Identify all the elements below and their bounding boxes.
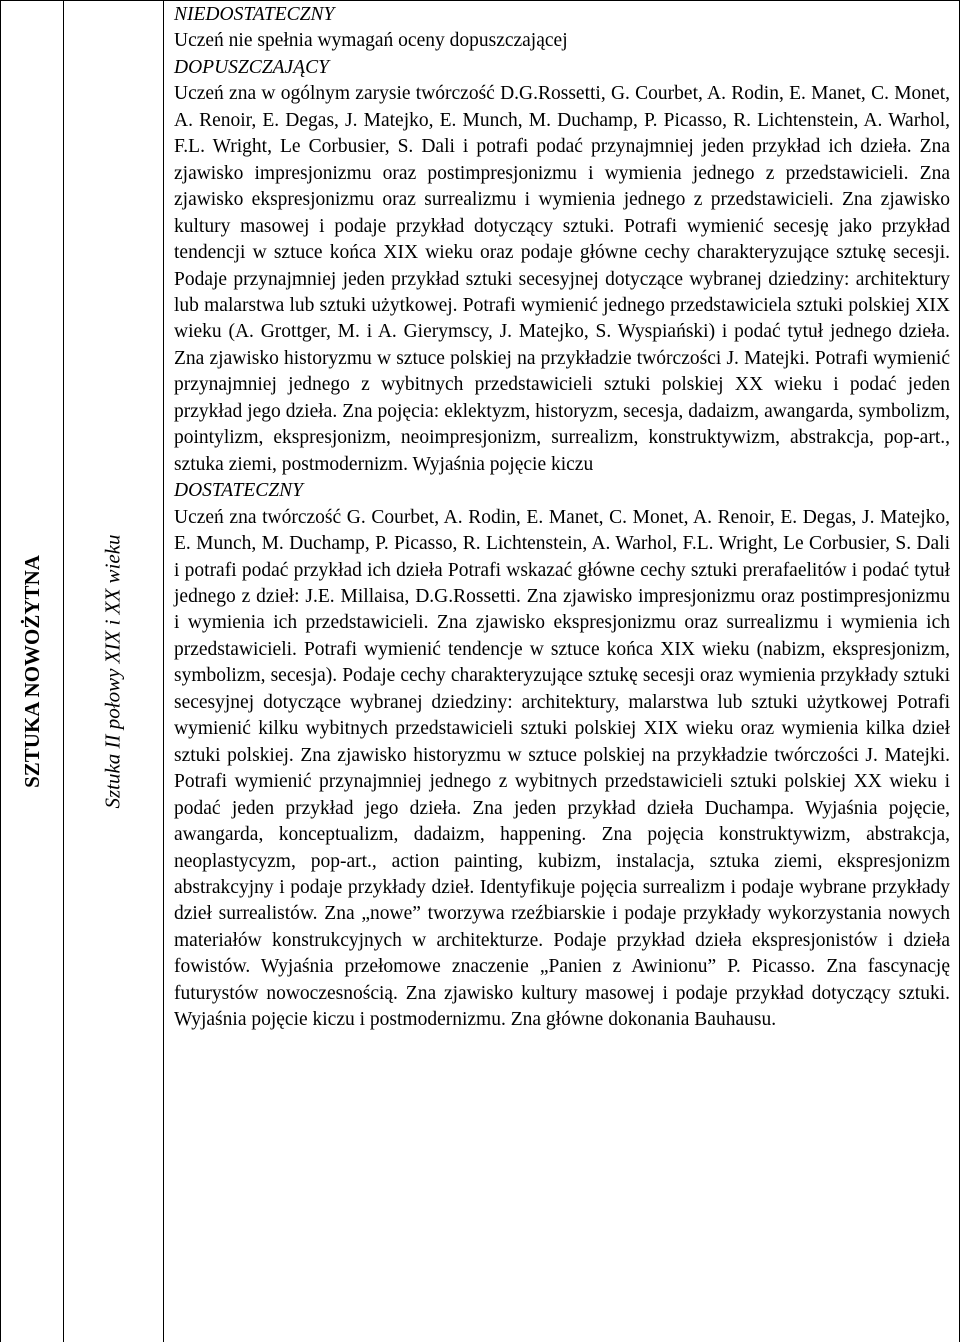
grade-text-dostateczny: Uczeń zna twórczość G. Courbet, A. Rodin, E. Manet, C. Monet, A. Renoir, E. Degas, J. Matejko, E. Munch, M. Duchamp, P. Picasso, R. Lichtenstein, A. Warhol, F.L. Wright, Le Corbusier, S. Dali i potrafi podać przykład ich dzieła Potrafi wskazać główne cechy sztuki prerafaelitów i podać tytuł jednego z dzieł: J.E. Millaisa, D.G.Rossetti. Zna zjawisko impresjonizmu oraz postimpresjonizmu i wymienia ich przedstawicieli. Zna zjawisko ekspresjonizmu oraz surrealizmu i wymienia ich przedstawicieli. Potrafi wymienić tendencje w sztuce końca XIX wieku (nabizm, ekspresjonizm, symbolizm, secesja). Podaje cechy charakteryzujące sztukę secesji oraz wymienia przykłady sztuki secesyjnej dotyczące wybranej dziedziny: architektury, malarstwa lub sztuki użytkowej Potrafi wymienić kilku wybitnych przedstawicieli sztuki polskiej XIX wieku oraz wymienia kilka dzieł sztuki polskiej. Zna zjawisko historyzmu w sztuce polskiej na przykładzie twórczości J. Matejki. Potrafi wymienić przynajmniej jednego z wybitnych przedstawicieli sztuki polskiej XX wieku i podać jeden przykład jego dzieła. Zna jeden przykład dzieła Duchampa. Wyjaśnia pojęcie, awangarda, konceptualizm, dadaizm, happening. Zna pojęcia konstruktywizm, abstrakcja, neoplastycyzm, pop-art., action painting, kubizm, instalacja, sztuka ziemi, ekspresjonizm abstrakcyjny i podaje przykłady dzieł. Identyfikuje pojęcia surrealizm i podaje wybrane przykłady dzieł surrealistów. Zna „nowe” tworzywa rzeźbiarskie i podaje przykłady wykorzystania nowych materiałów konstrukcyjnych w architekturze. Podaje przykład dzieła ekspresjonistów i dzieła fowistów. Wyjaśnia przełomowe znaczenie „Panien z Awinionu” P. Picasso. Zna fascynację futurystów nowoczesnością. Zna zjawisko kultury masowej i podaje przykład dotyczący sztuki. Wyjaśnia pojęcie kiczu i postmodernizmu. Zna główne dokonania Bauhausu. — [174, 506, 950, 1031]
section-title: SZTUKA NOWOŻYTNA — [19, 554, 44, 788]
grade-text-dopuszczajacy: Uczeń zna w ogólnym zarysie twórczość D.G.Rossetti, G. Courbet, A. Rodin, E. Manet, C. Monet, A. Renoir, E. Degas, J. Matejko, E. Munch, M. Duchamp, P. Picasso, R. Lichtenstein, A. Warhol, F.L. Wright, Le Corbusier, S. Dali i potrafi podać przynajmniej jeden przykład ich dzieła. Zna zjawisko impresjonizmu oraz postimpresjonizmu i wymienia jednego z przedstawicieli. Zna zjawisko ekspresjonizmu oraz surrealizmu i wymienia jednego z przedstawicieli. Zna zjawisko kultury masowej i podaje przykład dotyczący sztuki. Potrafi wymienić secesję jako przykład tendencji w sztuce końca XIX wieku oraz podaje główne cechy charakteryzujące sztukę secesji. Podaje przynajmniej jeden przykład sztuki secesyjnej dotyczące wybranej dziedziny: architektury lub malarstwa lub sztuki użytkowej. Potrafi wymienić jednego przedstawiciela sztuki polskiej XIX wieku (A. Grottger, M. i A. Gierymscy, J. Matejko, S. Wyspiański) i podać tytuł jednego dzieła. Zna zjawisko historyzmu w sztuce polskiej na przykładzie twórczości J. Matejki. Potrafi wymienić przynajmniej jednego z wybitnych przedstawicieli sztuki polskiej XX wieku i podać jeden przykład jego dzieła. Zna pojęcia: eklektyzm, historyzm, secesja, dadaizm, awangarda, symbolizm, pointylizm, ekspresjonizm, neoimpresjonizm, surrealizm, konstruktywizm, abstrakcja, pop-art., sztuka ziemi, postmodernizm. Wyjaśnia pojęcie kiczu — [174, 83, 950, 475]
requirements-cell — [174, 2, 950, 1034]
column-divider-2 — [163, 0, 164, 1342]
grade-heading-niedostateczny: NIEDOSTATECZNY — [174, 4, 335, 25]
grade-heading-dopuszczajacy: DOPUSZCZAJĄCY — [174, 56, 329, 78]
period-title: Sztuka II połowy XIX i XX wieku — [100, 533, 125, 809]
period-title-cell — [64, 0, 162, 1342]
grade-text-niedostateczny: Uczeń nie spełnia wymagań oceny dopuszczającej — [174, 30, 568, 52]
section-title-cell — [1, 0, 63, 1342]
grade-heading-dostateczny: DOSTATECZNY — [174, 480, 303, 502]
